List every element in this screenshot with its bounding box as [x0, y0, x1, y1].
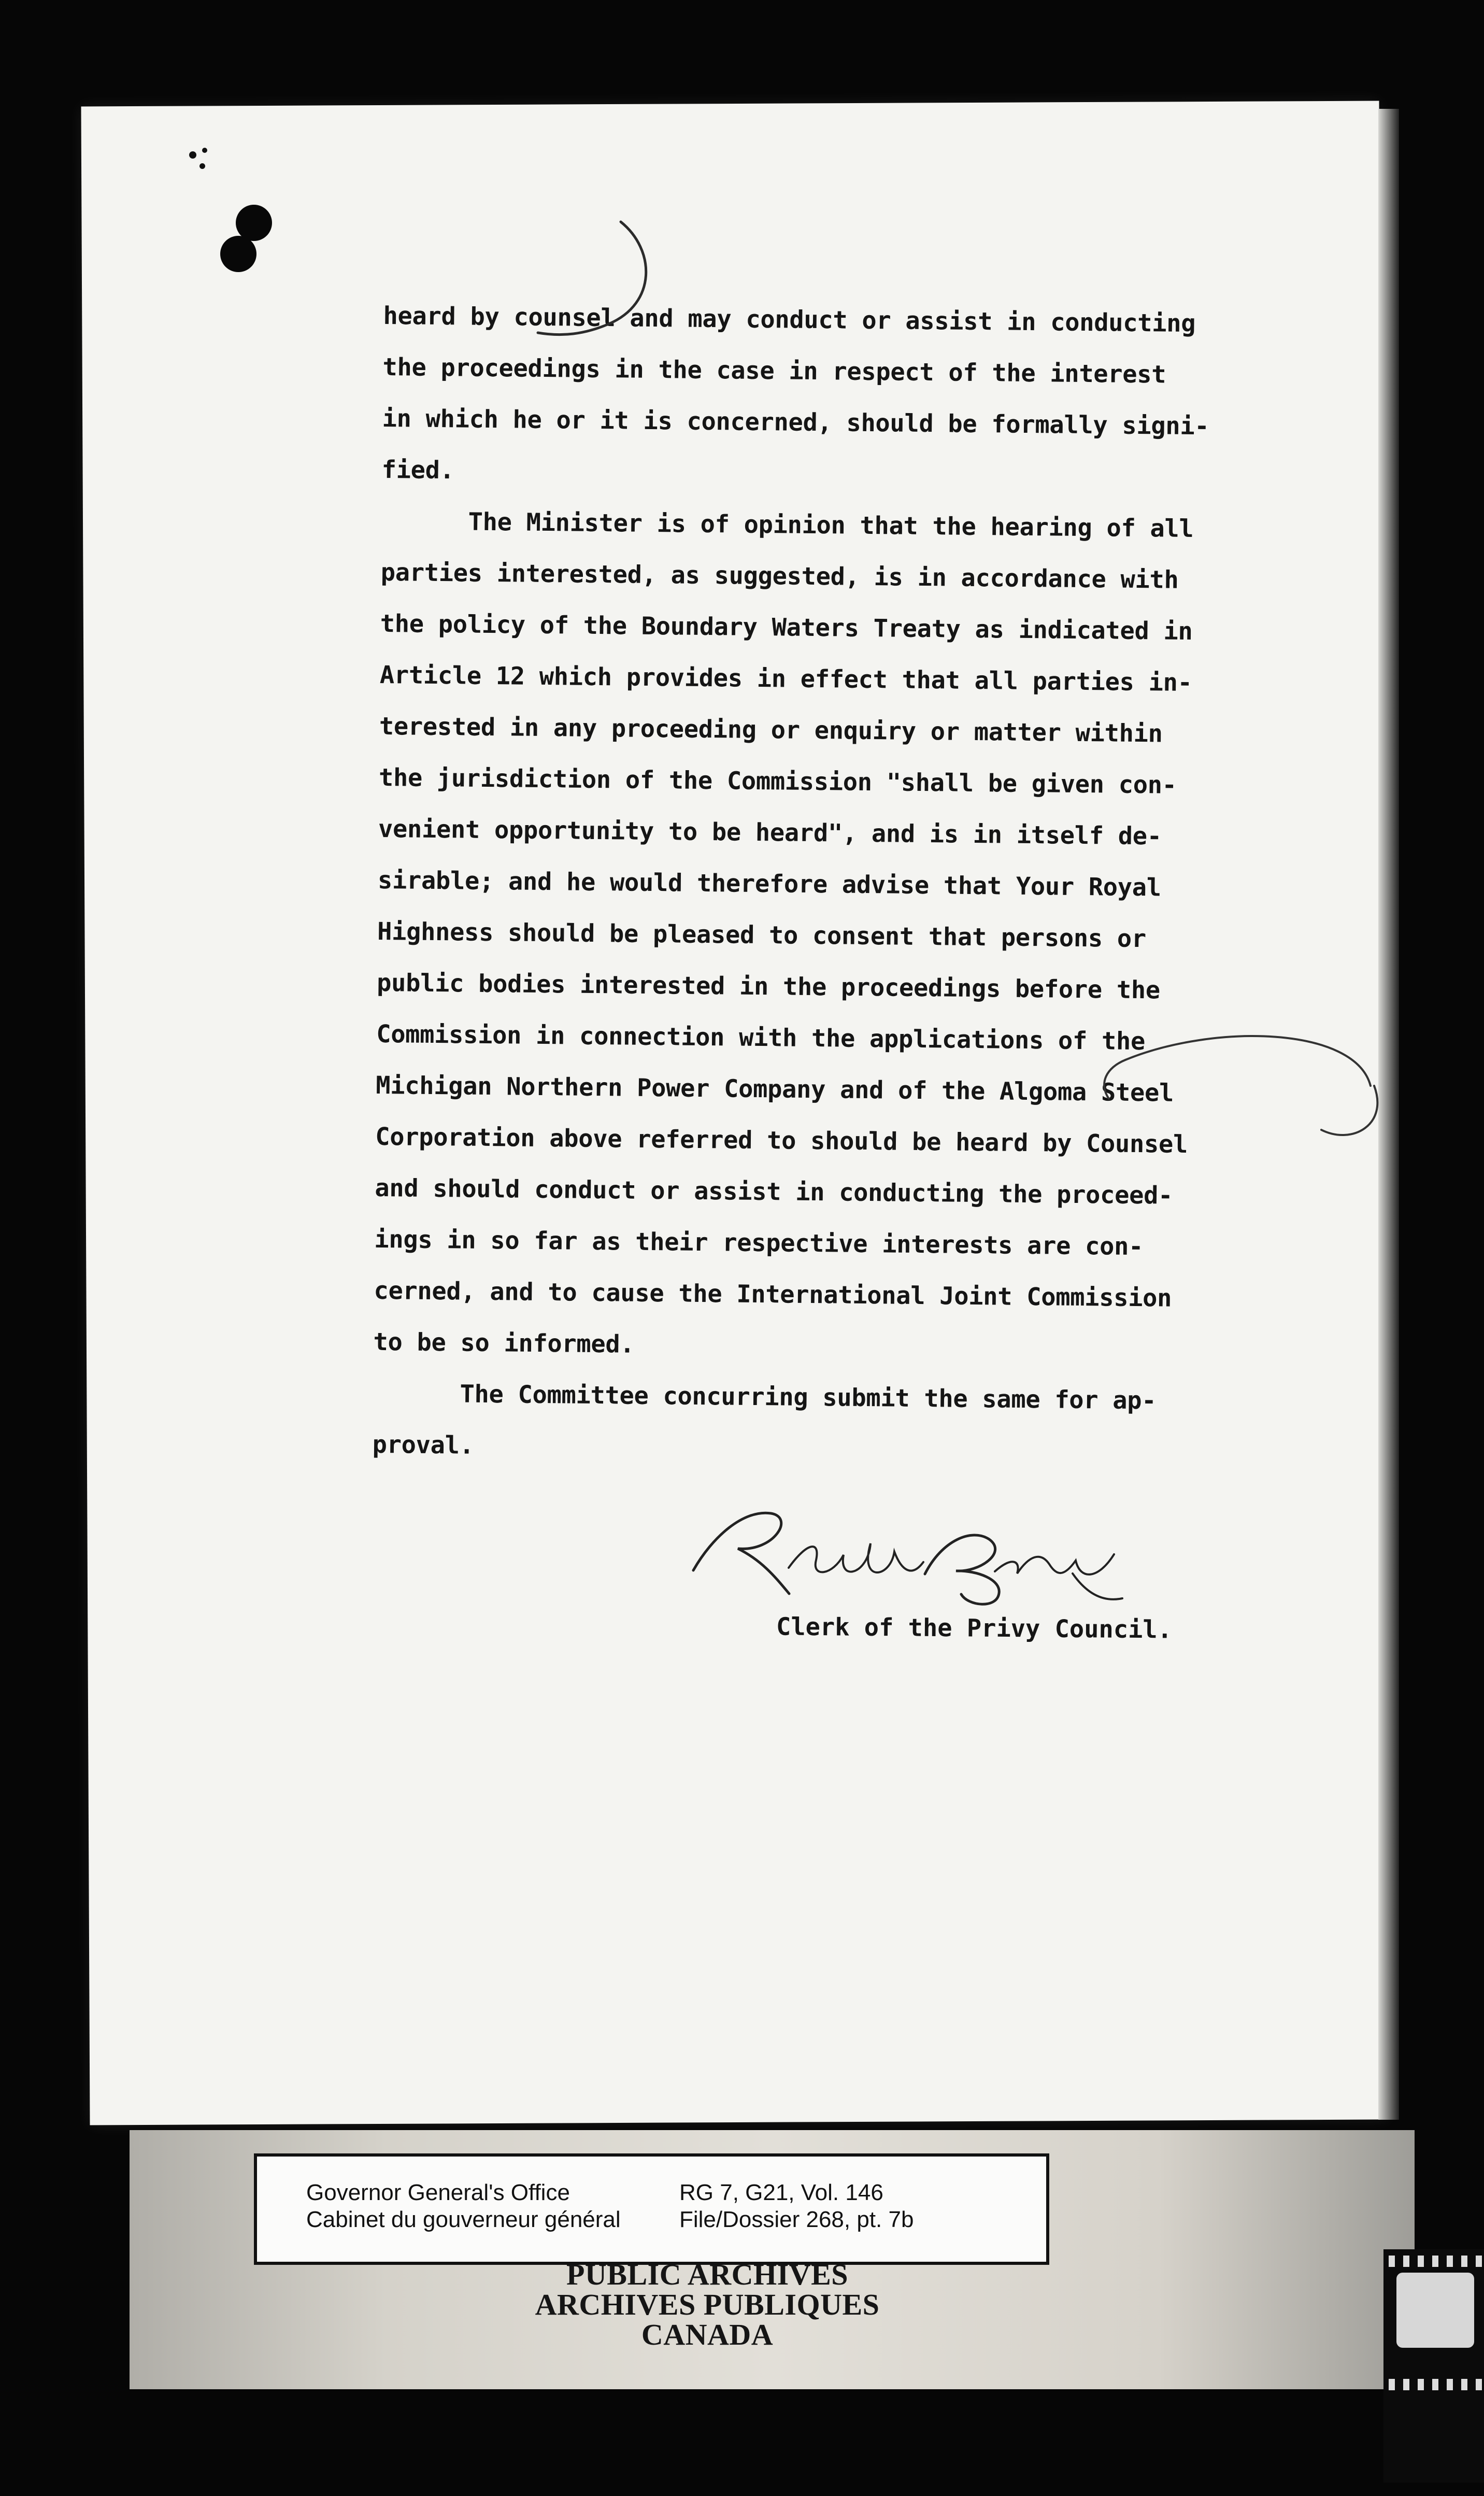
text-line: Michigan Northern Power Company and of the Algoma Steel [376, 1071, 1174, 1108]
archival-label-card [254, 2153, 1049, 2265]
public-archives-stamp [448, 2260, 966, 2350]
text-line: sirable; and he would therefore advise that Your Royal [377, 866, 1162, 902]
text-line: terested in any proceeding or enquiry or matter within [379, 712, 1163, 748]
archive-line-english: PUBLIC ARCHIVES [566, 2258, 849, 2291]
archive-line-french: ARCHIVES PUBLIQUES [535, 2288, 880, 2321]
page-edge [1378, 109, 1399, 2120]
margin-dot [202, 148, 207, 153]
text-line: Highness should be pleased to consent that persons or [377, 917, 1147, 954]
film-frame-window [1396, 2273, 1474, 2348]
text-line: ings in so far as their respective interests are con- [374, 1225, 1144, 1261]
label-file-number: File/Dossier 268, pt. 7b [679, 2207, 914, 2232]
text-line: The Minister is of opinion that the hearing of all [381, 506, 1194, 544]
text-line: the proceedings in the case in respect of the interest [382, 352, 1166, 389]
text-line: parties interested, as suggested, is in accordance with [380, 558, 1179, 594]
film-perforations-bottom [1389, 2379, 1482, 2390]
margin-dot [189, 151, 196, 159]
text-line: and should conduct or assist in conducting the proceed- [375, 1173, 1173, 1210]
text-line: proval. [372, 1430, 474, 1460]
text-line: Article 12 which provides in effect that all parties in- [379, 660, 1192, 698]
text-line: cerned, and to cause the International Joint Commission [374, 1276, 1172, 1313]
film-perforations-top [1389, 2256, 1482, 2267]
text-line: to be so informed. [373, 1327, 635, 1359]
text-line: in which he or it is concerned, should be formally signi- [382, 404, 1209, 441]
signature-rodolphe-boudreau [684, 1482, 1130, 1617]
text-line: Commission in connection with the applications of the [376, 1019, 1146, 1056]
archive-line-canada: CANADA [641, 2318, 774, 2351]
text-line: Corporation above referred to should be heard by Counsel [375, 1122, 1188, 1159]
text-line: heard by counsel and may conduct or assist in conducting [383, 301, 1196, 338]
text-line: the jurisdiction of the Commission "shall be given con- [378, 763, 1177, 800]
label-office-english: Governor General's Office [306, 2180, 570, 2205]
typewritten-text [372, 290, 1358, 1480]
text-line: fied. [381, 455, 454, 485]
clerk-title: Clerk of the Privy Council. [776, 1612, 1173, 1644]
text-line: the policy of the Boundary Waters Treaty as indicated in [380, 609, 1193, 646]
margin-dot [199, 163, 205, 169]
punch-hole [220, 236, 256, 272]
label-right-block [679, 2179, 1021, 2233]
label-left-block [306, 2179, 648, 2233]
text-line: The Committee concurring submit the same for ap- [373, 1379, 1157, 1415]
text-line: venient opportunity to be heard", and is in itself de- [378, 814, 1162, 851]
text-line: public bodies interested in the proceedings before the [376, 968, 1161, 1005]
label-record-group: RG 7, G21, Vol. 146 [679, 2180, 883, 2205]
label-office-french: Cabinet du gouverneur général [306, 2207, 621, 2232]
